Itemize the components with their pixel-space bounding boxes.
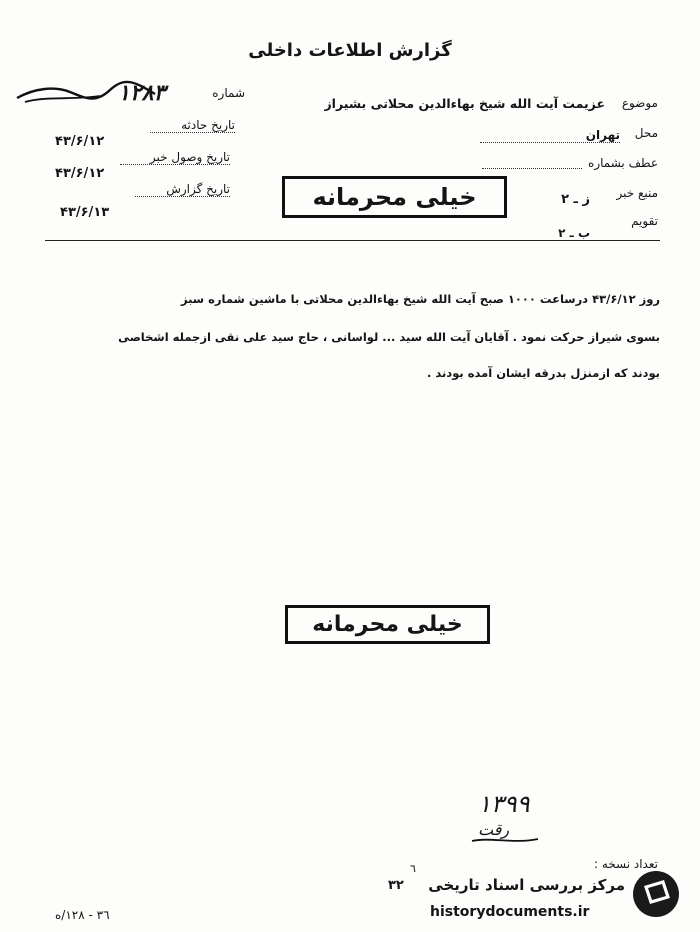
place-label: محل: [634, 126, 658, 140]
watermark-logo-icon: [630, 868, 682, 920]
copies-value: ٦: [410, 862, 416, 875]
classification-stamp-bottom: خیلی محرمانه: [285, 605, 490, 644]
evaluation-value: ب ـ ٢: [558, 226, 590, 240]
reference-label: عطف بشماره: [588, 156, 658, 170]
classification-stamp-top: خیلی محرمانه: [282, 176, 507, 218]
incident-date-label: تاریخ حادثه: [150, 118, 235, 133]
source-label: منبع خبر: [616, 186, 658, 200]
body-line-1: روز ۴٣/۶/١٢ درساعت ١٠٠٠ صبح آیت الله شیخ بهاءالدین محلاتی با ماشین شماره سبز: [180, 292, 660, 306]
distribution-number: ٣٢: [388, 878, 404, 893]
receipt-date-label: تاریخ وصول خبر: [120, 150, 230, 165]
copies-label: تعداد نسخه :: [593, 857, 658, 871]
handwritten-underline: [470, 830, 540, 840]
report-date-value: ۴٣/۶/١٣: [60, 205, 110, 220]
evaluation-label: تقویم: [631, 214, 658, 228]
subject-label: موضوع: [621, 96, 658, 110]
form-code: ٣٦ - ١٢٨/ه: [55, 908, 110, 922]
receipt-date-value: ۴٣/۶/١٢: [55, 166, 105, 181]
place-value: تهران: [480, 128, 620, 143]
header-divider: [45, 240, 660, 241]
handwritten-number: ١٣٩٩: [478, 790, 530, 818]
watermark-org-name: مرکز بررسی اسناد تاریخی: [428, 876, 625, 894]
number-value: ١٢٨٣: [118, 80, 166, 106]
handwritten-word: رقت: [478, 820, 510, 839]
number-label: شماره: [212, 86, 245, 100]
source-value: ز ـ ٢: [561, 192, 590, 207]
body-line-2: بسوی شیراز حرکت نمود . آقایان آیت الله سید ... لواسانی ، حاج سید علی نقی ازجمله اشخاصی: [118, 330, 660, 344]
body-line-3: بودند که ازمنزل بدرقه ایشان آمده بودند .: [426, 366, 660, 380]
report-title: گزارش اطلاعات داخلی: [248, 40, 452, 61]
subject-value: عزیمت آیت الله شیخ بهاءالدین محلاتی بشیراز: [324, 96, 605, 111]
incident-date-value: ۴٣/۶/١٢: [55, 134, 105, 149]
reference-blank: [482, 168, 582, 169]
watermark-site: historydocuments.ir: [430, 904, 590, 920]
report-date-label: تاریخ گزارش: [135, 182, 230, 197]
